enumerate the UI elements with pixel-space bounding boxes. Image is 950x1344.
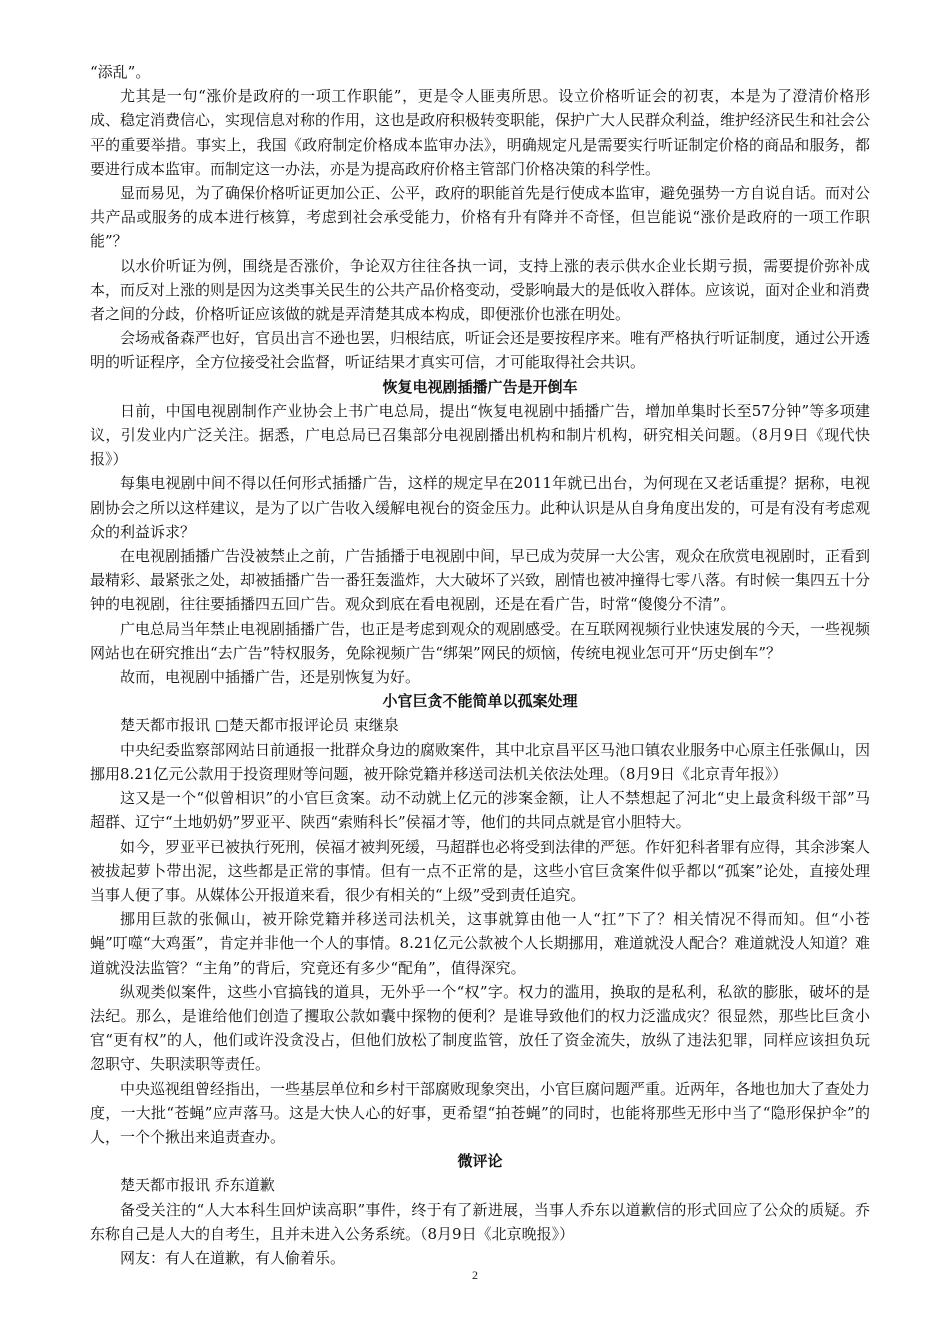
- paragraph: 挪用巨款的张佩山，被开除党籍并移送司法机关，这事就算由他一人“扛”下了？相关情况不得而知。但“小苍蝇”叮噬“大鸡蛋”，肯定并非他一个人的事情。8.21亿元公款被个人长期挪用，难道就没人配合？难道就没人知道？难道就没法监管？“主角”的背后，究竟还有多少“配角”，值得深究。: [90, 910, 870, 977]
- paragraph: 每集电视剧中间不得以任何形式插播广告，这样的规定早在2011年就已出台，为何现在又老话重提？据称，电视剧协会之所以这样建议，是为了以广告收入缓解电视台的资金压力。此种认识是从自身角度出发的，可是有没有考虑观众的利益诉求？: [90, 474, 871, 541]
- paragraph: 中央巡视组曾经指出，一些基层单位和乡村干部腐败现象突出，小官巨腐问题严重。近两年，各地也加大了查处力度，一大批“苍蝇”应声落马。这是大快人心的好事，更希望“拍苍蝇”的同时，也能将那些无形中当了“隐形保护伞”的人，一个个揪出来追责查办。: [90, 1079, 871, 1146]
- section-title: 恢复电视剧插播广告是开倒车: [382, 377, 578, 396]
- paragraph: 这又是一个“似曾相识”的小官巨贪案。动不动就上亿元的涉案金额，让人不禁想起了河北“史上最贪科级干部”马超群、辽宁“土地奶奶”罗亚平、陕西“索贿科长”侯福才等，他们的共同点就是官小胆特大。: [90, 789, 870, 832]
- article-section: [90, 689, 870, 1149]
- paragraph: 备受关注的“人大本科生回炉读高职”事件，终于有了新进展，当事人乔东以道歉信的形式回应了公众的质疑。乔东称自己是人大的自考生，且并未进入公务系统。（8月9日《北京晚报》）: [90, 1200, 870, 1243]
- paragraph: 广电总局当年禁止电视剧插播广告，也正是考虑到观众的观剧感受。在互联网视频行业快速发展的今天，一些视频网站也在研究推出“去广告”特权服务，免除视频广告“绑架”网民的烦恼，传统电视业怎可开“历史倒车”？: [90, 619, 871, 662]
- paragraph: 网友：有人在道歉，有人偷着乐。: [120, 1248, 346, 1267]
- paragraph: 楚天都市报讯 乔东道歉: [120, 1176, 275, 1195]
- article-section: [90, 375, 870, 690]
- paragraph: “添乱”。: [90, 63, 151, 81]
- paragraph: 显而易见，为了确保价格听证更加公正、公平，政府的职能首先是行使成本监审，避免强势一方自说自话。而对公共产品或服务的成本进行核算，考虑到社会承受能力，价格有升有降并不奇怪，但岂能说“涨价是政府的一项工作职能”？: [90, 184, 871, 251]
- paragraph: 在电视剧插播广告没被禁止之前，广告插播于电视剧中间，早已成为荧屏一大公害，观众在欣赏电视剧时，正看到最精彩、最紧张之处，却被插播广告一番狂轰滥炸，大大破坏了兴致，剧情也被冲撞得七零八落。有时候一集四五十分钟的电视剧，往往要插播四五回广告。观众到底在看电视剧，还是在看广告，时常“傻傻分不清”。: [90, 547, 871, 614]
- paragraph: 会场戒备森严也好，官员出言不逊也罢，归根结底，听证会还是要按程序来。唯有严格执行听证制度，通过公开透明的听证程序，全方位接受社会监督，听证结果才真实可信，才可能取得社会共识。: [90, 329, 871, 372]
- section-title: 小官巨贪不能简单以孤案处理: [382, 692, 578, 711]
- paragraph: 以水价听证为例，围绕是否涨价，争论双方往往各执一词，支持上涨的表示供水企业长期亏损，需要提价弥补成本，而反对上涨的则是因为这类事关民生的公共产品价格变动，受影响最大的是低收入群体。应该说，面对企业和消费者之间的分歧，价格听证应该做的就是弄清楚其成本构成，即便涨价也涨在明处。: [90, 256, 871, 324]
- article-body: [90, 60, 870, 1270]
- article-section: [90, 60, 870, 375]
- paragraph: 中央纪委监察部网站日前通报一批群众身边的腐败案件，其中北京昌平区马池口镇农业服务中心原主任张佩山，因挪用8.21亿元公款用于投资理财等问题，被开除党籍并移送司法机关依法处理。（8月9日《北京青年报》）: [90, 740, 871, 783]
- page-number: 2: [472, 1268, 478, 1282]
- paragraph: 尤其是一句“涨价是政府的一项工作职能”，更是令人匪夷所思。设立价格听证会的初衷，本是为了澄清价格形成、稳定消费信心，实现信息对称的作用，这也是政府积极转变职能，保护广大人民群众利益，维护经济民生和社会公平的重要举措。事实上，我国《政府制定价格成本监审办法》，明确规定凡是需要实行听证制定价格的商品和服务，都要进行成本监审。而制定这一办法，亦是为提高政府价格主管部门价格决策的科学性。: [90, 87, 871, 178]
- paragraph: 故而，电视剧中插播广告，还是别恢复为好。: [120, 668, 421, 687]
- paragraph: 楚天都市报讯 □楚天都市报评论员 束继泉: [120, 716, 399, 735]
- paragraph: 日前，中国电视剧制作产业协会上书广电总局，提出“恢复电视剧中插播广告，增加单集时长至57分钟”等多项建议，引发业内广泛关注。据悉，广电总局已召集部分电视剧播出机构和制片机构，研究相关问题。（8月9日《现代快报》）: [90, 401, 870, 469]
- paragraph: 如今，罗亚平已被执行死刑，侯福才被判死缓，马超群也必将受到法律的严惩。作奸犯科者罪有应得，其余涉案人被拔起萝卜带出泥，这些都是正常的事情。但有一点不正常的是，这些小官巨贪案件似乎都以“孤案”论处，直接处理当事人便了事。从媒体公开报道来看，很少有相关的“上级”受到责任追究。: [90, 837, 871, 904]
- paragraph: 纵观类似案件，这些小官搞钱的道具，无外乎一个“权”字。权力的滥用，换取的是私利，私欲的膨胀，破坏的是法纪。那么，是谁给他们创造了攫取公款如囊中探物的便利？是谁导致他们的权力泛滥成灾？很显然，那些比巨贪小官“更有权”的人，他们或许没贪没占，但他们放松了制度监管，放任了资金流失，放纵了违法犯罪，同样应该担负玩忽职守、失职渎职等责任。: [90, 982, 870, 1074]
- section-title: 微评论: [457, 1152, 503, 1171]
- article-section: [90, 1149, 870, 1270]
